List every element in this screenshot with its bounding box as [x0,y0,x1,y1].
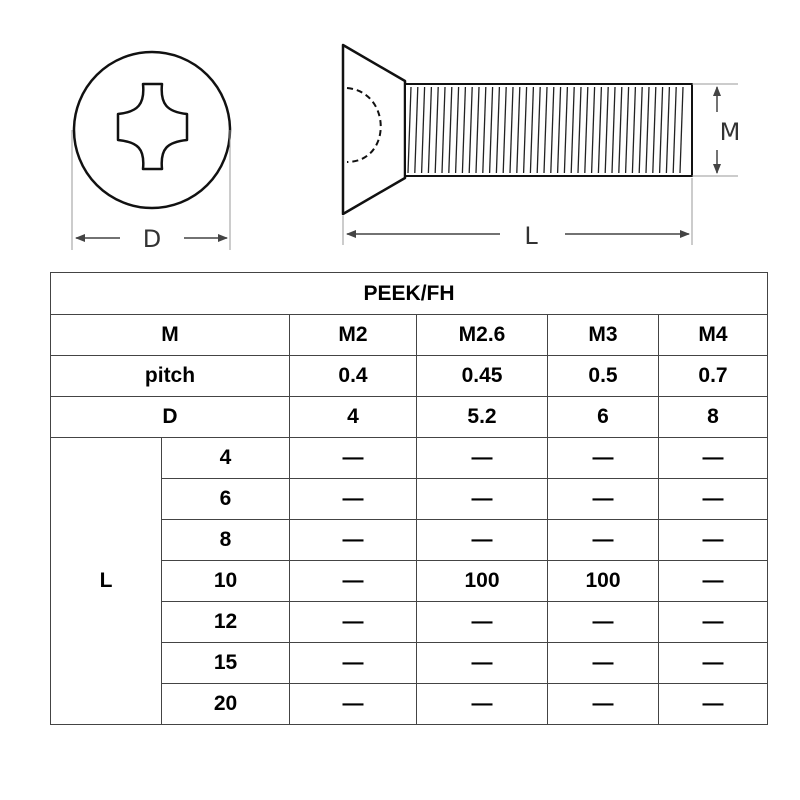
phillips-recess-icon [118,84,187,169]
table-cell: M3 [548,315,659,356]
table-cell: — [417,602,548,643]
table-cell: 4 [290,397,417,438]
table-cell: — [417,684,548,725]
table-cell: — [659,643,768,684]
length-value: 20 [162,684,290,725]
table-cell: — [290,602,417,643]
screw-drawing [0,0,800,265]
table-cell: — [290,684,417,725]
table-cell: — [417,643,548,684]
table-cell: — [659,520,768,561]
table-cell: M4 [659,315,768,356]
row-label: D [51,397,290,438]
table-cell: 6 [548,397,659,438]
table-cell: 0.4 [290,356,417,397]
table-cell: 0.45 [417,356,548,397]
table-cell: — [548,684,659,725]
table-cell: — [659,602,768,643]
table-cell: 0.7 [659,356,768,397]
table-cell: — [290,438,417,479]
table-cell: — [659,561,768,602]
screw-head-top-view [72,52,230,253]
table-cell: — [548,520,659,561]
length-label: L [524,222,538,250]
table-cell: — [290,643,417,684]
length-value: 10 [162,561,290,602]
table-cell: 8 [659,397,768,438]
table-title: PEEK/FH [51,273,768,315]
table-cell: 5.2 [417,397,548,438]
table-cell: — [659,479,768,520]
table-cell: 100 [417,561,548,602]
table-cell: — [417,438,548,479]
table-cell: — [417,479,548,520]
thread-diameter-label: M [719,118,741,146]
spec-table [50,272,768,725]
length-value: 12 [162,602,290,643]
length-value: 8 [162,520,290,561]
table-cell: M2.6 [417,315,548,356]
table-cell: — [659,438,768,479]
table-cell: M2 [290,315,417,356]
table-cell: — [548,438,659,479]
table-cell: — [659,684,768,725]
spec-row-d [51,397,768,438]
table-cell: 100 [548,561,659,602]
table-cell: — [548,643,659,684]
head-diameter-label: D [142,225,162,253]
table-cell: — [548,479,659,520]
spec-row-pitch [51,356,768,397]
table-cell: — [290,561,417,602]
length-value: 6 [162,479,290,520]
row-label: pitch [51,356,290,397]
table-cell: — [548,602,659,643]
row-label: M [51,315,290,356]
table-title-row [51,273,768,315]
length-value: 4 [162,438,290,479]
length-group-label: L [51,438,162,725]
table-cell: — [417,520,548,561]
table-row [51,438,768,479]
table-cell: 0.5 [548,356,659,397]
length-value: 15 [162,643,290,684]
spec-row-m [51,315,768,356]
table-cell: — [290,520,417,561]
screw-side-view [343,45,740,250]
table-cell: — [290,479,417,520]
